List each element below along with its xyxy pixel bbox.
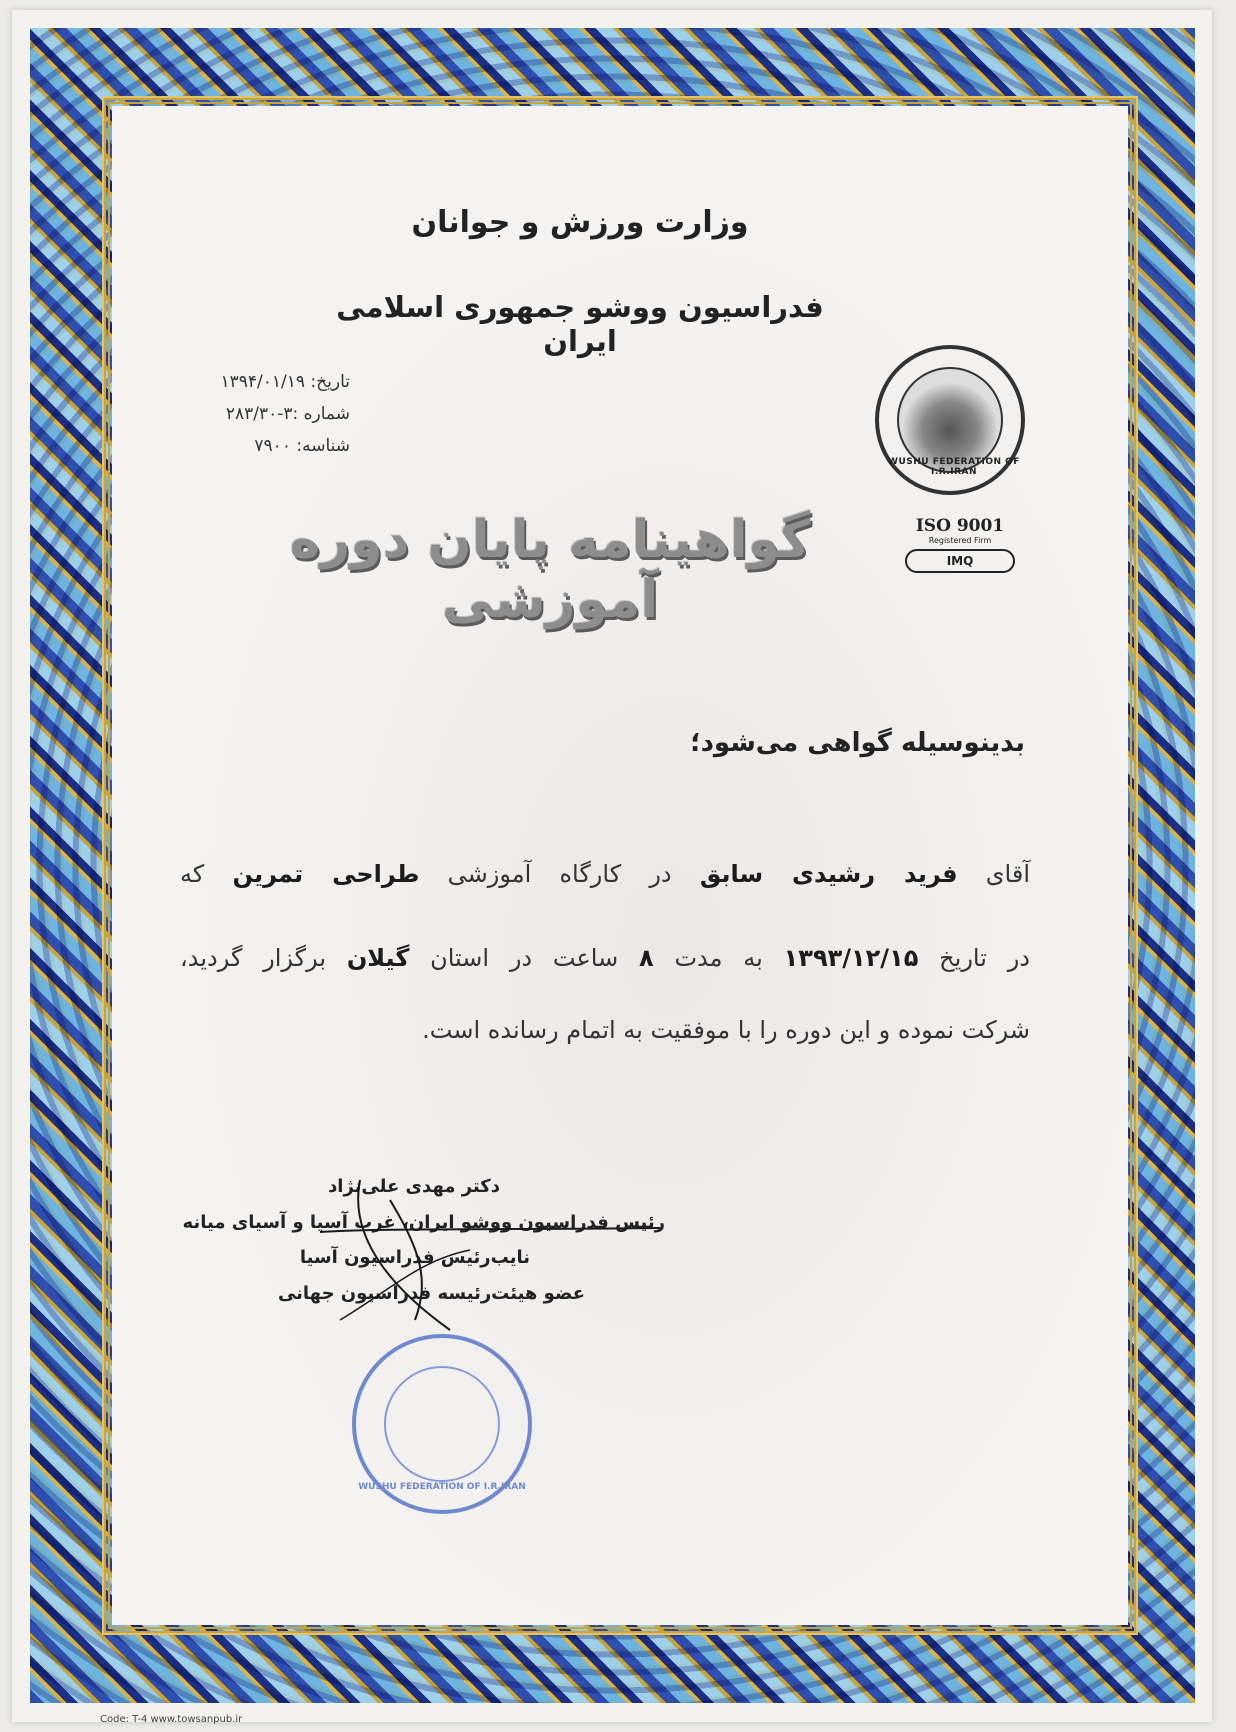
recipient-name: فرید رشیدی سابق <box>699 860 958 888</box>
stamp-emblem-icon <box>384 1366 500 1482</box>
body-text: در کارگاه آموزشی <box>447 860 672 888</box>
body-line-2 <box>180 944 1030 972</box>
body-line-1 <box>180 860 1030 888</box>
federation-heading: فدراسیون ووشو جمهوری اسلامی ایران <box>336 290 824 358</box>
logo-caption: WUSHU FEDERATION OF I.R.IRAN <box>888 457 1020 477</box>
federation-logo <box>875 345 1025 495</box>
ministry-heading: وزارت ورزش و جوانان <box>411 205 749 240</box>
body-text: که <box>180 860 205 888</box>
iso-title: ISO 9001 <box>915 516 1005 536</box>
iso-subtitle: Registered Firm <box>928 536 992 545</box>
signatory-name: دکتر مهدی علی‌نژاد <box>328 1176 500 1197</box>
hereby-statement: بدینوسیله گواهی می‌شود؛ <box>690 728 1025 758</box>
handwritten-signature <box>300 1170 680 1340</box>
body-line-3: شرکت نموده و این دوره را با موفقیت به اتمام رسانده است. <box>422 1016 1030 1044</box>
body-text: ساعت در استان <box>430 944 619 972</box>
issue-date: تاریخ: ۱۳۹۴/۰۱/۱۹ <box>220 372 350 392</box>
stamp-caption: WUSHU FEDERATION OF I.R.IRAN <box>358 1482 526 1492</box>
course-hours: ۸ <box>639 944 654 972</box>
federation-stamp <box>352 1334 532 1514</box>
certificate-title: گواهینامه پایان دوره آموزشی <box>289 510 811 630</box>
body-text: برگزار گردید، <box>180 944 327 972</box>
signatory-role-3: عضو هیئت‌رئیسه فدراسیون جهانی <box>277 1283 585 1304</box>
course-name: طراحی تمرین <box>232 860 420 888</box>
body-text: در تاریخ <box>939 944 1030 972</box>
signatory-role-1: رئیس فدراسیون ووشو ایران، غرب آسیا و آسیای میانه <box>182 1212 665 1233</box>
body-text: به مدت <box>674 944 763 972</box>
body-text: آقای <box>985 860 1031 888</box>
issue-id: شناسه: ۷۹۰۰ <box>254 436 350 456</box>
imq-badge: IMQ <box>905 549 1015 573</box>
iso-certification <box>895 516 1025 573</box>
issue-number: شماره :۳-۲۸۳/۳۰ <box>225 404 350 424</box>
course-date: ۱۳۹۳/۱۲/۱۵ <box>783 944 919 972</box>
signatory-role-2: نایب‌رئیس فدراسیون آسیا <box>299 1247 530 1268</box>
province-name: گیلان <box>346 944 410 972</box>
print-code: Code: T-4 www.towsanpub.ir <box>100 1714 243 1725</box>
